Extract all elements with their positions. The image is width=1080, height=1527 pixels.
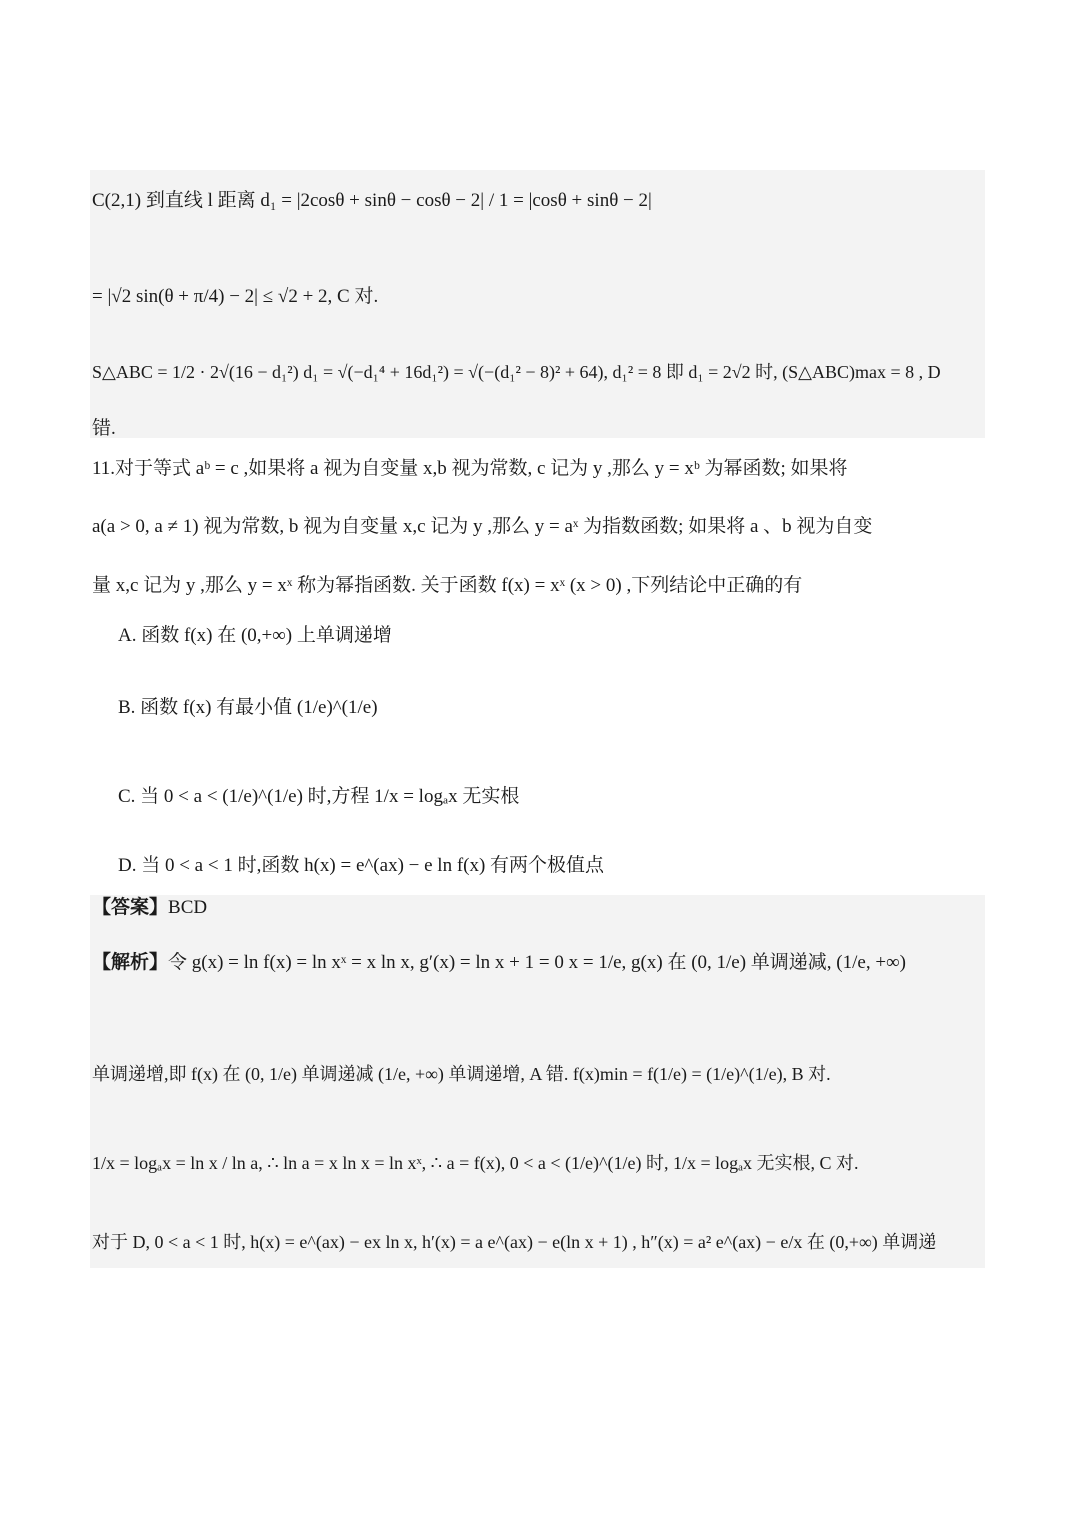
prev-solution-line-3: S△ABC = 1/2 · 2√(16 − d₁²) d₁ = √(−d₁⁴ + 16d₁²) = √(−(d₁² − 8)² + 64), d₁² = 8 即 d₁ = 2√2 时, (S△ABC)max = 8 , D — [92, 362, 941, 382]
analysis-line-2: 单调递增,即 f(x) 在 (0, 1/e) 单调递减 (1/e, +∞) 单调递增, A 错. f(x)min = f(1/e) = (1/e)^(1/e), B 对. — [92, 1064, 831, 1084]
question-stem-line-3: 量 x,c 记为 y ,那么 y = xˣ 称为幂指函数. 关于函数 f(x) = xˣ (x > 0) ,下列结论中正确的有 — [92, 575, 803, 596]
answer-value: BCD — [168, 897, 208, 918]
prev-solution-line-4: 错. — [92, 418, 116, 439]
question-stem-line-2: a(a > 0, a ≠ 1) 视为常数, b 视为自变量 x,c 记为 y ,那么 y = aˣ 为指数函数; 如果将 a 、b 视为自变 — [92, 516, 873, 537]
prev-solution-line-1: C(2,1) 到直线 l 距离 d₁ = |2cosθ + sinθ − cosθ − 2| / 1 = |cosθ + sinθ − 2| — [92, 190, 652, 211]
option-d: D. 当 0 < a < 1 时,函数 h(x) = e^(ax) − e ln f(x) 有两个极值点 — [118, 855, 605, 876]
answer-line — [92, 897, 982, 920]
analysis-line-4: 对于 D, 0 < a < 1 时, h(x) = e^(ax) − ex ln x, h′(x) = a e^(ax) − e(ln x + 1) , h″(x) = a² e^(ax) − e/x 在 (0,+∞) 单调递 — [92, 1232, 937, 1252]
analysis-label: 【解析】 — [92, 952, 169, 973]
question-stem-line-1: 11.对于等式 aᵇ = c ,如果将 a 视为自变量 x,b 视为常数, c 记为 y ,那么 y = xᵇ 为幂函数; 如果将 — [92, 458, 848, 479]
option-a: A. 函数 f(x) 在 (0,+∞) 上单调递增 — [118, 625, 392, 646]
prev-solution-line-2: = |√2 sin(θ + π/4) − 2| ≤ √2 + 2, C 对. — [92, 286, 379, 307]
analysis-line-3: 1/x = logₐx = ln x / ln a, ∴ ln a = x ln x = ln xˣ, ∴ a = f(x), 0 < a < (1/e)^(1/e) 时, 1/x = logₐx 无实根, C 对. — [92, 1153, 859, 1173]
analysis-text-1: 令 g(x) = ln f(x) = ln xˣ = x ln x, g′(x) = ln x + 1 = 0 x = 1/e, g(x) 在 (0, 1/e) 单调递减, (1/e, +∞) — [168, 952, 906, 973]
option-b: B. 函数 f(x) 有最小值 (1/e)^(1/e) — [118, 697, 378, 718]
answer-label: 【答案】 — [92, 897, 169, 918]
option-c: C. 当 0 < a < (1/e)^(1/e) 时,方程 1/x = logₐx 无实根 — [118, 786, 520, 807]
analysis-line-1 — [92, 952, 982, 975]
